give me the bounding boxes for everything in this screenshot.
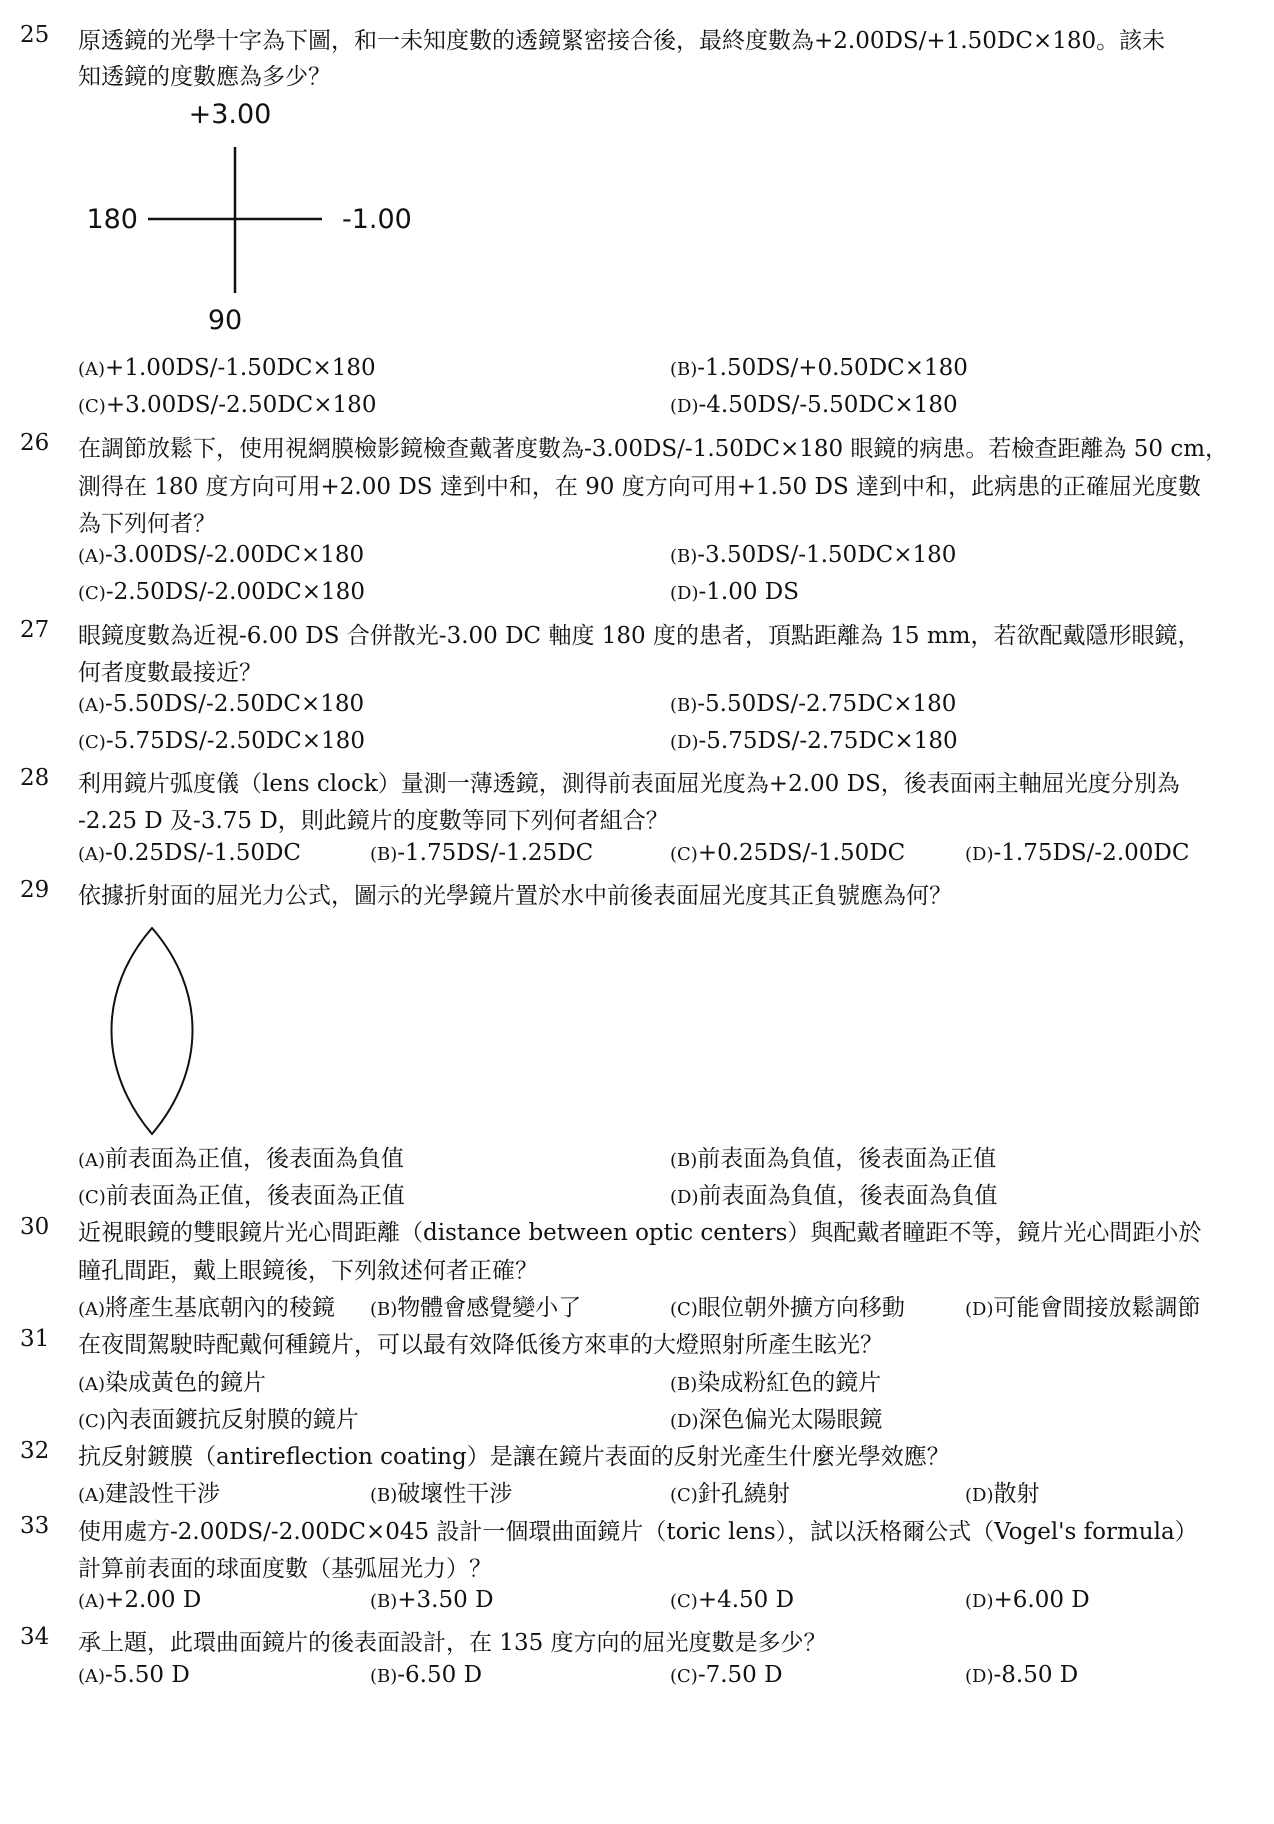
question-number: 33 <box>20 1513 50 1539</box>
option-text: +1.00DS/-1.50DC×180 <box>105 355 376 381</box>
answer-option[interactable] <box>965 1475 1039 1508</box>
option-label: (C) <box>670 1666 698 1687</box>
option-text: +4.50 D <box>697 1587 795 1613</box>
answer-option[interactable] <box>670 691 956 717</box>
option-label: (C) <box>78 732 106 753</box>
option-text: 前表面為正值，後表面為負值 <box>105 1146 405 1172</box>
option-label: (A) <box>78 695 106 716</box>
option-label: (D) <box>965 844 994 865</box>
cross-right-label: -1.00 <box>342 204 412 235</box>
question-text-line: 抗反射鍍膜（antireflection coating）是讓在鏡片表面的反射光產生什麼光學效應？ <box>78 1444 950 1470</box>
option-text: -1.50DS/+0.50DC×180 <box>697 355 968 381</box>
option-label: (A) <box>78 359 106 380</box>
option-text: -1.00 DS <box>698 579 799 605</box>
answer-option[interactable] <box>370 1289 581 1322</box>
answer-option[interactable] <box>670 1662 783 1688</box>
biconvex-lens-figure <box>100 920 220 1145</box>
option-label: (A) <box>78 546 106 567</box>
question-text-line: 瞳孔間距，戴上眼鏡後，下列敘述何者正確？ <box>78 1258 538 1284</box>
option-text: -5.75DS/-2.75DC×180 <box>698 728 958 754</box>
option-label: (D) <box>670 396 699 417</box>
option-label: (B) <box>670 359 698 380</box>
option-label: (D) <box>670 732 699 753</box>
answer-option[interactable] <box>78 1289 335 1322</box>
option-label: (A) <box>78 1374 106 1395</box>
option-label: (B) <box>370 1666 398 1687</box>
option-text: 內表面鍍抗反射膜的鏡片 <box>105 1407 359 1433</box>
question-text-line: 計算前表面的球面度數（基弧屈光力）？ <box>78 1556 492 1582</box>
option-text: +2.00 D <box>105 1587 202 1613</box>
cross-bottom-label: 90 <box>207 305 243 336</box>
option-label: (D) <box>670 1187 699 1208</box>
question-number: 30 <box>20 1214 50 1240</box>
option-label: (A) <box>78 1299 106 1320</box>
option-text: 染成粉紅色的鏡片 <box>697 1370 882 1396</box>
option-text: -5.50DS/-2.75DC×180 <box>697 691 957 717</box>
option-label: (B) <box>370 1299 398 1320</box>
option-label: (B) <box>670 695 698 716</box>
answer-option[interactable] <box>670 1364 881 1397</box>
option-text: 前表面為負值，後表面為負值 <box>698 1183 998 1209</box>
option-text: 建設性干涉 <box>105 1481 221 1507</box>
option-text: -5.75DS/-2.50DC×180 <box>105 728 365 754</box>
question-number: 28 <box>20 765 50 791</box>
answer-option[interactable] <box>965 1587 1090 1613</box>
answer-option[interactable] <box>670 1140 996 1173</box>
option-text: +3.00DS/-2.50DC×180 <box>105 392 377 418</box>
option-text: -5.50 D <box>105 1662 190 1688</box>
option-label: (B) <box>670 1374 698 1395</box>
answer-option[interactable] <box>670 392 958 418</box>
option-text: 深色偏光太陽眼鏡 <box>698 1407 883 1433</box>
question-number: 34 <box>20 1624 50 1650</box>
question-number: 26 <box>20 430 50 456</box>
answer-option[interactable] <box>670 1475 790 1508</box>
option-text: -2.50DS/-2.00DC×180 <box>105 579 365 605</box>
answer-option[interactable] <box>965 1662 1078 1688</box>
option-label: (C) <box>78 1411 106 1432</box>
answer-option[interactable] <box>78 542 364 568</box>
answer-option[interactable] <box>965 1289 1200 1322</box>
option-label: (C) <box>670 1299 698 1320</box>
option-text: 眼位朝外擴方向移動 <box>697 1295 905 1321</box>
option-text: -8.50 D <box>993 1662 1079 1688</box>
question-text-line: 近視眼鏡的雙眼鏡片光心間距離（distance between optic centers）與配戴者瞳距不等，鏡片光心間距小於 <box>78 1220 1202 1246</box>
option-text: -1.75DS/-1.25DC <box>397 840 594 866</box>
option-text: 物體會感覺變小了 <box>397 1295 582 1321</box>
question-number: 31 <box>20 1326 50 1352</box>
question-text-line: 眼鏡度數為近視-6.00 DS 合併散光-3.00 DC 軸度 180 度的患者，頂點距離為 15 mm，若欲配戴隱形眼鏡， <box>78 623 1201 649</box>
option-label: (C) <box>78 396 106 417</box>
option-label: (C) <box>670 844 698 865</box>
option-label: (B) <box>370 844 398 865</box>
answer-option[interactable] <box>78 1177 405 1210</box>
option-label: (D) <box>965 1485 994 1506</box>
answer-option[interactable] <box>670 1289 905 1322</box>
answer-option[interactable] <box>670 728 958 754</box>
question-text-line: 承上題，此環曲面鏡片的後表面設計，在 135 度方向的屈光度數是多少？ <box>78 1630 827 1656</box>
option-text: -7.50 D <box>697 1662 783 1688</box>
option-label: (D) <box>965 1299 994 1320</box>
question-number: 27 <box>20 617 50 643</box>
answer-option[interactable] <box>78 691 364 717</box>
answer-option[interactable] <box>78 1364 266 1397</box>
question-number: 25 <box>20 22 50 48</box>
option-text: 可能會間接放鬆調節 <box>993 1295 1201 1321</box>
answer-option[interactable] <box>78 579 365 605</box>
option-text: -4.50DS/-5.50DC×180 <box>698 392 958 418</box>
option-text: 將產生基底朝內的稜鏡 <box>105 1295 336 1321</box>
option-text: +6.00 D <box>993 1587 1090 1613</box>
question-text-line: 利用鏡片弧度儀（lens clock）量測一薄透鏡，測得前表面屈光度為+2.00 DS，後表面兩主軸屈光度分別為 <box>78 771 1180 797</box>
option-label: (C) <box>78 1187 106 1208</box>
answer-option[interactable] <box>670 840 905 866</box>
option-text: -3.50DS/-1.50DC×180 <box>697 542 957 568</box>
option-label: (D) <box>670 583 699 604</box>
option-text: 破壞性干涉 <box>397 1481 513 1507</box>
optical-cross-figure <box>70 95 430 340</box>
option-label: (A) <box>78 844 106 865</box>
question-text-line: 原透鏡的光學十字為下圖，和一未知度數的透鏡緊密接合後，最終度數為+2.00DS/+1.50DC×180。該未 <box>78 28 1166 54</box>
answer-option[interactable] <box>370 1662 482 1688</box>
question-text-line: -2.25 D 及-3.75 D，則此鏡片的度數等同下列何者組合？ <box>78 808 669 834</box>
answer-option[interactable] <box>370 1587 494 1613</box>
question-text-line: 測得在 180 度方向可用+2.00 DS 達到中和，在 90 度方向可用+1.50 DS 達到中和，此病患的正確屈光度數 <box>78 474 1202 500</box>
option-label: (B) <box>670 546 698 567</box>
option-text: 針孔繞射 <box>697 1481 790 1507</box>
option-text: 前表面為正值，後表面為正值 <box>105 1183 405 1209</box>
option-label: (D) <box>965 1666 994 1687</box>
question-text-line: 知透鏡的度數應為多少？ <box>78 64 331 90</box>
question-text-line: 何者度數最接近？ <box>78 660 262 686</box>
answer-option[interactable] <box>670 1401 882 1434</box>
option-text: +0.25DS/-1.50DC <box>697 840 906 866</box>
option-label: (A) <box>78 1485 106 1506</box>
question-text-line: 為下列何者？ <box>78 511 216 537</box>
cross-top-label: +3.00 <box>188 99 272 130</box>
answer-option[interactable] <box>670 542 956 568</box>
question-number: 29 <box>20 877 50 903</box>
option-label: (A) <box>78 1666 106 1687</box>
option-text: 染成黃色的鏡片 <box>105 1370 267 1396</box>
option-label: (A) <box>78 1591 106 1612</box>
question-text-line: 使用處方-2.00DS/-2.00DC×045 設計一個環曲面鏡片（toric lens），試以沃格爾公式（Vogel's formula） <box>78 1519 1198 1545</box>
option-label: (D) <box>670 1411 699 1432</box>
option-label: (D) <box>965 1591 994 1612</box>
option-label: (A) <box>78 1150 106 1171</box>
answer-option[interactable] <box>78 355 376 381</box>
answer-option[interactable] <box>78 392 376 418</box>
option-text: +3.50 D <box>397 1587 494 1613</box>
question-text-line: 在夜間駕駛時配戴何種鏡片，可以最有效降低後方來車的大燈照射所產生眩光？ <box>78 1332 883 1358</box>
answer-option[interactable] <box>78 1662 190 1688</box>
option-text: -5.50DS/-2.50DC×180 <box>105 691 365 717</box>
answer-option[interactable] <box>78 1587 201 1613</box>
question-number: 32 <box>20 1438 50 1464</box>
option-text: -1.75DS/-2.00DC <box>993 840 1190 866</box>
option-text: -6.50 D <box>397 1662 483 1688</box>
answer-option[interactable] <box>670 579 799 605</box>
question-text-line: 依據折射面的屈光力公式，圖示的光學鏡片置於水中前後表面屈光度其正負號應為何？ <box>78 883 952 909</box>
answer-option[interactable] <box>370 1475 512 1508</box>
lens-outline <box>112 928 193 1134</box>
question-text-line: 在調節放鬆下，使用視網膜檢影鏡檢查戴著度數為-3.00DS/-1.50DC×180 眼鏡的病患。若檢查距離為 50 cm， <box>78 436 1229 462</box>
answer-option[interactable] <box>670 355 968 381</box>
answer-option[interactable] <box>370 840 593 866</box>
answer-option[interactable] <box>78 1475 220 1508</box>
option-text: 散射 <box>993 1481 1040 1507</box>
answer-option[interactable] <box>78 1401 359 1434</box>
option-text: 前表面為負值，後表面為正值 <box>697 1146 997 1172</box>
answer-option[interactable] <box>670 1587 794 1613</box>
answer-option[interactable] <box>670 1177 997 1210</box>
option-label: (B) <box>370 1591 398 1612</box>
answer-option[interactable] <box>78 728 365 754</box>
answer-option[interactable] <box>965 840 1189 866</box>
option-label: (B) <box>370 1485 398 1506</box>
option-label: (B) <box>670 1150 698 1171</box>
option-label: (C) <box>670 1591 698 1612</box>
option-text: -0.25DS/-1.50DC <box>105 840 301 866</box>
option-text: -3.00DS/-2.00DC×180 <box>105 542 365 568</box>
cross-left-label: 180 <box>86 204 138 235</box>
answer-option[interactable] <box>78 840 301 866</box>
option-label: (C) <box>670 1485 698 1506</box>
option-label: (C) <box>78 583 106 604</box>
